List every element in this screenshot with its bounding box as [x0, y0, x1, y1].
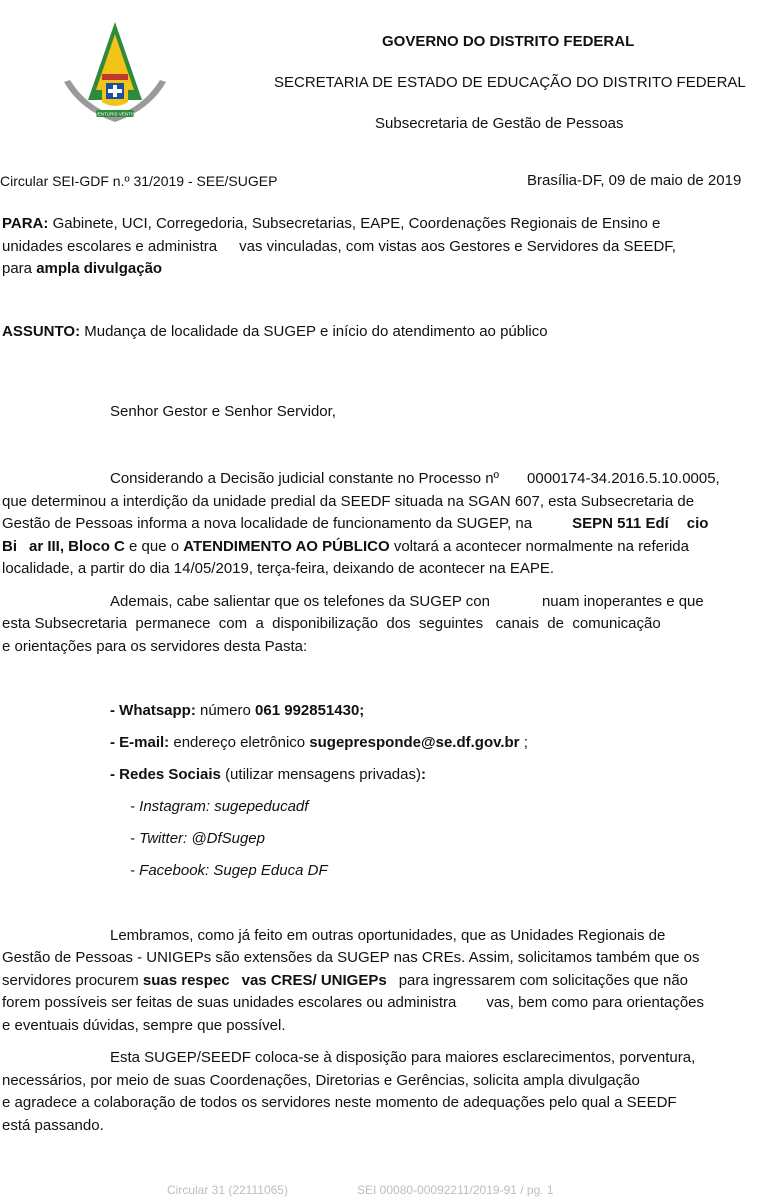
processo-number: 0000174-34.2016.5.10.0005,	[527, 470, 720, 487]
social-twitter: - Twitter: @DfSugep	[130, 830, 265, 847]
p2-line-2: esta Subsecretaria permanece com a disponibilização dos seguintes canais de comunicação	[2, 615, 661, 632]
document-date: Brasília-DF, 09 de maio de 2019	[527, 172, 742, 189]
logo-shield-top	[102, 74, 128, 80]
p1-line-5: localidade, a partir do dia 14/05/2019, terça-feira, deixando de acontecer na EAPE.	[2, 560, 555, 577]
p4-line-2: necessários, por meio de suas Coordenações, Diretorias e Gerências, solicita ampla divulgação	[2, 1072, 640, 1089]
p3-line-4: forem possíveis ser feitas de suas unidades escolares ou administra vas, bem como para orientações	[2, 994, 705, 1011]
p1-line-1: Considerando a Decisão judicial constante no Processo nº 0000174-34.2016.5.10.0005,	[110, 470, 720, 487]
ampla-divulgacao: ampla divulgação	[36, 260, 163, 277]
social-instagram: - Instagram: sugepeducadf	[130, 798, 309, 815]
social-facebook: - Facebook: Sugep Educa DF	[130, 862, 328, 879]
header-subsecretaria: Subsecretaria de Gestão de Pessoas	[375, 115, 624, 132]
channel-email: - E-mail: endereço eletrônico sugepresponde@se.df.gov.br ;	[110, 734, 528, 751]
channel-social: - Redes Sociais (utilizar mensagens privadas):	[110, 766, 426, 783]
footer-doc-id: Circular 31 (22111065)	[167, 1183, 288, 1197]
assunto-label: ASSUNTO:	[2, 323, 81, 340]
whatsapp-number: 061 992851430;	[255, 702, 365, 719]
para-line-3: para ampla divulgação	[2, 260, 163, 277]
footer-sei-number: SEI 00080-00092211/2019-91 / pg. 1	[357, 1183, 554, 1197]
para-label: PARA:	[2, 215, 49, 232]
logo-motto: VENTURIS VENTIS	[94, 111, 136, 117]
saudacao: Senhor Gestor e Senhor Servidor,	[110, 403, 336, 420]
para-line-2: unidades escolares e administra vas vinculadas, com vistas aos Gestores e Servidores da SEEDF,	[2, 238, 676, 255]
email-address[interactable]: sugepresponde@se.df.gov.br	[309, 734, 520, 751]
gdf-brasao-logo	[60, 20, 170, 130]
p1-line-4: Bi ar III, Bloco C e que o ATENDIMENTO AO PÚBLICO voltará a acontecer normalmente na referida	[2, 538, 689, 555]
channel-whatsapp: - Whatsapp: número 061 992851430;	[110, 702, 365, 719]
p3-line-3: servidores procurem suas respec vas CRES/ UNIGEPs para ingressarem com solicitações que não	[2, 972, 689, 989]
assunto-text: Mudança de localidade da SUGEP e início do atendimento ao público	[84, 323, 548, 340]
p1-line-3: Gestão de Pessoas informa a nova localidade de funcionamento da SUGEP, na SEPN 511 Edí cio	[2, 515, 709, 532]
circular-number: Circular SEI-GDF n.º 31/2019 - SEE/SUGEP	[0, 173, 278, 189]
assunto-line	[2, 321, 548, 343]
para-text-1: Gabinete, UCI, Corregedoria, Subsecretarias, EAPE, Coordenações Regionais de Ensino e	[52, 215, 661, 232]
p2-line-3: e orientações para os servidores desta Pasta:	[2, 638, 308, 655]
p3-line-5: e eventuais dúvidas, sempre que possível.	[2, 1017, 286, 1034]
p4-line-3: e agradece a colaboração de todos os servidores neste momento de adequações pelo qual a SEEDF	[2, 1094, 677, 1111]
atendimento-ao-publico: ATENDIMENTO AO PÚBLICO	[183, 538, 390, 555]
endereco-bloco: ar III, Bloco C	[29, 538, 125, 555]
p3-line-1: Lembramos, como já feito em outras oportunidades, que as Unidades Regionais de	[110, 927, 666, 944]
header-gov: GOVERNO DO DISTRITO FEDERAL	[382, 33, 635, 50]
p1-line-2: que determinou a interdição da unidade predial da SEEDF situada na SGAN 607, esta Subsecretaria de	[2, 493, 695, 510]
para-line-1	[2, 213, 660, 235]
p2-line-1: Ademais, cabe salientar que os telefones da SUGEP con nuam inoperantes e que	[110, 593, 704, 610]
p3-line-2: Gestão de Pessoas - UNIGEPs são extensões da SUGEP nas CREs. Assim, solicitamos também que os	[2, 949, 700, 966]
p4-line-1: Esta SUGEP/SEEDF coloca-se à disposição para maiores esclarecimentos, porventura,	[110, 1049, 696, 1066]
header-secretaria: SECRETARIA DE ESTADO DE EDUCAÇÃO DO DISTRITO FEDERAL	[274, 74, 746, 91]
p4-line-4: está passando.	[2, 1117, 104, 1134]
